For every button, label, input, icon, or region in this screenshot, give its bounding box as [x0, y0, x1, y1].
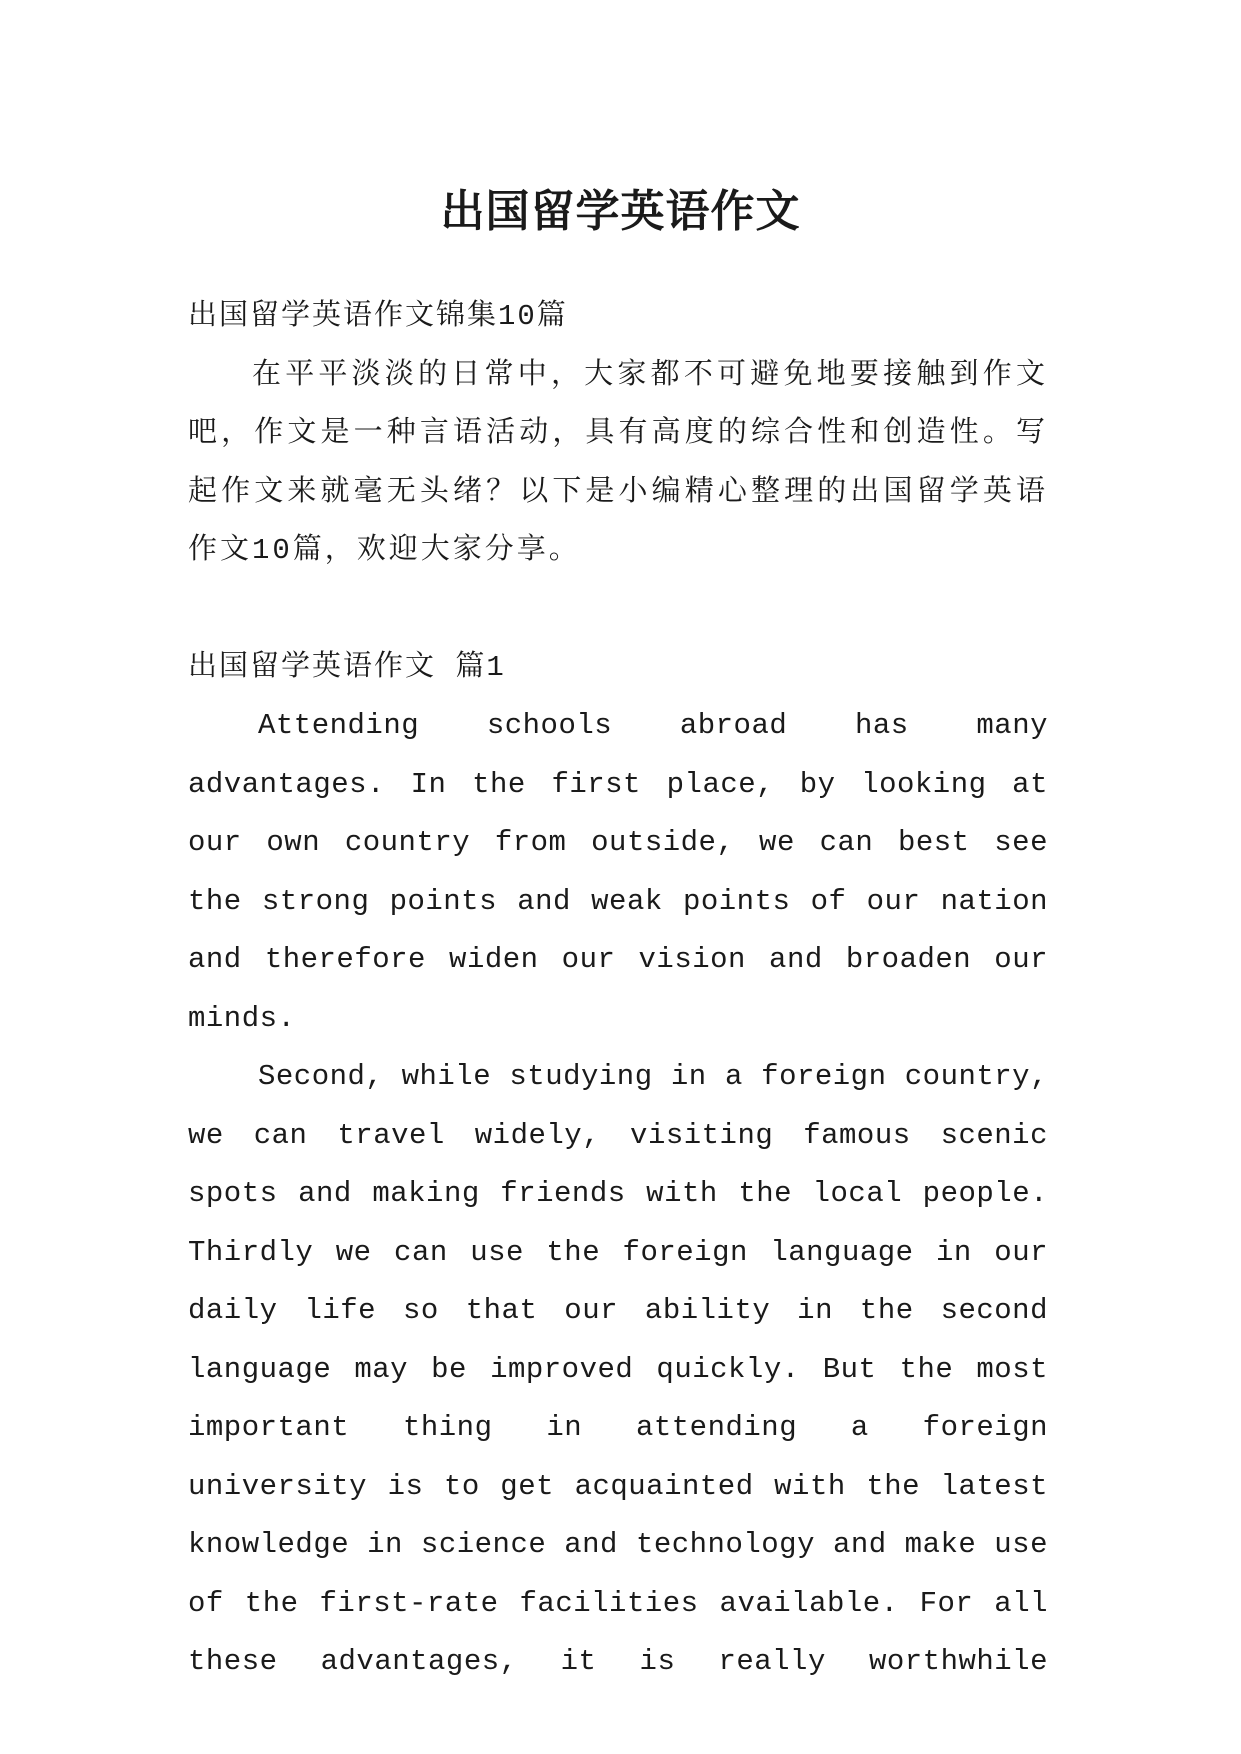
document-body — [188, 288, 1048, 1692]
body-paragraph-2: Second, while studying in a foreign country, we can travel widely, visiting famous scenic spots and making friends with the local people. Thirdly we can use the foreign language in our daily life so that our ability in the second language may be improved quickly. But the most important thing in attending a foreign university is to get acquainted with the latest knowledge in science and technology and make use of the first-rate facilities available. For all these advantages, it is really worthwhile — [188, 1060, 1048, 1678]
section-spacer — [188, 581, 1048, 639]
page-title: 出国留学英语作文 — [440, 186, 801, 238]
intro-paragraph: 在平平淡淡的日常中，大家都不可避免地要接触到作文吧，作文是一种言语活动，具有高度的综合性和创造性。写起作文来就毫无头绪？以下是小编精心整理的出国留学英语作文10篇，欢迎大家分享。 — [188, 358, 1048, 567]
body-paragraph-1: Attending schools abroad has many advantages. In the first place, by looking at our own country from outside, we can best see the strong points and weak points of our nation and therefore widen our vision and broaden our minds. — [188, 709, 1048, 1035]
section-heading: 出国留学英语作文 篇1 — [188, 650, 506, 684]
document-subtitle: 出国留学英语作文锦集10篇 — [188, 300, 568, 333]
